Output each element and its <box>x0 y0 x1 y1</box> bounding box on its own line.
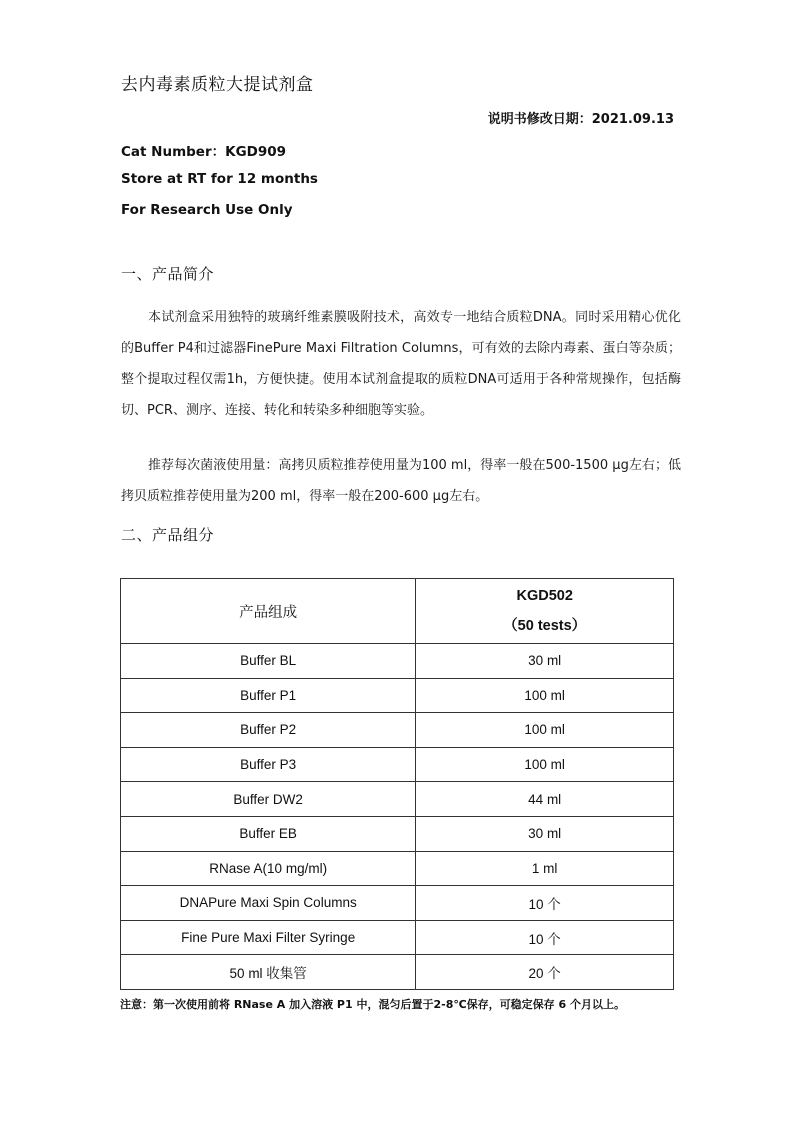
revision-date: 说明书修改日期：2021.09.13 <box>487 112 674 127</box>
component-qty: 100 ml <box>416 747 674 782</box>
component-name: RNase A(10 mg/ml) <box>121 851 416 886</box>
component-name: Buffer EB <box>121 816 416 851</box>
table-row <box>121 747 674 782</box>
component-qty: 10 个 <box>416 920 674 955</box>
component-qty: 100 ml <box>416 678 674 713</box>
component-name: Buffer DW2 <box>121 782 416 817</box>
component-qty: 30 ml <box>416 816 674 851</box>
table-row <box>121 816 674 851</box>
table-row <box>121 644 674 679</box>
document-title: 去内毒素质粒大提试剂盒 <box>121 75 314 95</box>
component-name: Buffer P3 <box>121 747 416 782</box>
header-component: 产品组成 <box>121 579 416 644</box>
table-row <box>121 713 674 748</box>
header-test-count: （50 tests） <box>503 618 587 634</box>
table-row <box>121 920 674 955</box>
component-qty: 20 个 <box>416 955 674 990</box>
component-qty: 10 个 <box>416 886 674 921</box>
component-name: Fine Pure Maxi Filter Syringe <box>121 920 416 955</box>
section-heading-components: 二、产品组分 <box>121 526 215 544</box>
table-row <box>121 886 674 921</box>
section-heading-intro: 一、产品简介 <box>121 265 215 283</box>
dosage-paragraph: 推荐每次菌液使用量：高拷贝质粒推荐使用量为100 ml，得率一般在500-1500 μg左右；低拷贝质粒推荐使用量为200 ml，得率一般在200-600 μg左右。 <box>121 458 681 504</box>
component-name: 50 ml 收集管 <box>121 955 416 990</box>
components-table <box>120 578 674 990</box>
cat-number: Cat Number：KGD909 <box>121 144 287 160</box>
component-qty: 1 ml <box>416 851 674 886</box>
intro-paragraph: 本试剂盒采用独特的玻璃纤维素膜吸附技术，高效专一地结合质粒DNA。同时采用精心优化的Buffer P4和过滤器FinePure Maxi Filtration Columns，可有效的去除内毒素、蛋白等杂质；整个提取过程仅需1h，方便快捷。使用本试剂盒提取的质粒DNA可适用于各种常规操作，包括酶切、PCR、测序、连接、转化和转染多种细胞等实验。 <box>121 310 681 418</box>
header-kit-cell <box>416 579 674 644</box>
header-kit-code: KGD502 <box>516 588 573 604</box>
table-row <box>121 851 674 886</box>
component-name: Buffer BL <box>121 644 416 679</box>
table-header-row <box>121 579 674 644</box>
table-row <box>121 955 674 990</box>
component-qty: 44 ml <box>416 782 674 817</box>
storage-note: 注意：第一次使用前将 RNase A 加入溶液 P1 中，混匀后置于2-8℃保存，可稳定保存 6 个月以上。 <box>120 998 625 1011</box>
component-name: Buffer P1 <box>121 678 416 713</box>
component-qty: 100 ml <box>416 713 674 748</box>
component-name: DNAPure Maxi Spin Columns <box>121 886 416 921</box>
table-row <box>121 678 674 713</box>
component-name: Buffer P2 <box>121 713 416 748</box>
table-row <box>121 782 674 817</box>
usage-info: For Research Use Only <box>121 202 293 218</box>
storage-info: Store at RT for 12 months <box>121 171 318 187</box>
component-qty: 30 ml <box>416 644 674 679</box>
